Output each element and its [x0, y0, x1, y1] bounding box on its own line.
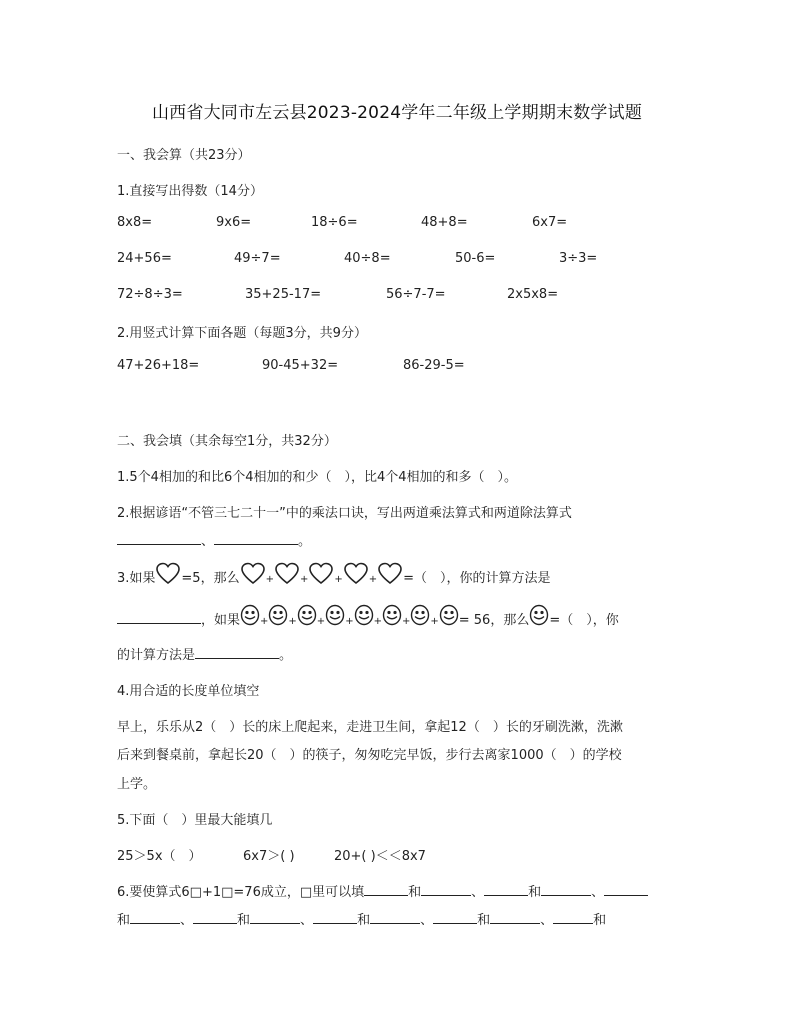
- answer-blank[interactable]: [117, 611, 201, 624]
- section2-heading: 二、我会填（其余每空1分，共32分）: [117, 434, 337, 449]
- smiley-icon: [354, 604, 374, 626]
- heart-icon: [274, 562, 300, 586]
- calc-item: 9x6=: [216, 215, 252, 230]
- answer-blank[interactable]: [117, 532, 201, 545]
- smiley-icon: [410, 604, 430, 626]
- s2-q4-line2: 后来到餐桌前，拿起长20（ ）的筷子，匆匆吃完早饭，步行去离家1000（ ）的学校: [117, 748, 622, 763]
- calc-item: 24+56=: [117, 251, 172, 266]
- s2-q6-line2: 和 、 和 、 和 、 和 、 和: [117, 913, 607, 928]
- answer-blank[interactable]: [250, 911, 300, 924]
- s2-q4-heading: 4.用合适的长度单位填空: [117, 684, 260, 699]
- answer-blank[interactable]: [484, 883, 528, 896]
- calc-item: 50-6=: [455, 251, 496, 266]
- heart-icon: [155, 562, 181, 586]
- heart-icon: [308, 562, 334, 586]
- s2-q6-line1: 6.要使算式6□+1□=76成立，□里可以填 和 、 和 、: [117, 881, 648, 900]
- calc-item: 49÷7=: [234, 251, 281, 266]
- smiley-icon: [240, 604, 260, 626]
- s2-q2-text: 2.根据谚语“不管三七二十一”中的乘法口诀，写出两道乘法算式和两道除法算式: [117, 506, 572, 521]
- smiley-icon: [439, 604, 459, 626]
- answer-blank[interactable]: [364, 883, 408, 896]
- smiley-icon: [382, 604, 402, 626]
- answer-blank[interactable]: [214, 532, 298, 545]
- s2-q4-line3: 上学。: [117, 777, 157, 792]
- answer-blank[interactable]: [313, 911, 357, 924]
- s2-q1: 1.5个4相加的和比6个4相加的和少（ ），比4个4相加的和多（ ）。: [117, 470, 518, 485]
- answer-blank[interactable]: [130, 911, 180, 924]
- compare-item: 6x7＞( ): [243, 849, 295, 864]
- q1-heading: 1.直接写出得数（14分）: [117, 184, 263, 199]
- answer-blank[interactable]: [421, 883, 471, 896]
- vertical-calc-item: 47+26+18=: [117, 358, 200, 373]
- answer-blank[interactable]: [433, 911, 477, 924]
- calc-item: 18÷6=: [311, 215, 358, 230]
- answer-blank[interactable]: [195, 646, 279, 659]
- s2-q3-line3: 的计算方法是 。: [117, 648, 293, 663]
- calc-item: 6x7=: [532, 215, 568, 230]
- calc-item: 8x8=: [117, 215, 153, 230]
- compare-item: 20+( )＜＜8x7: [334, 849, 426, 864]
- q2-heading: 2.用竖式计算下面各题（每题3分，共9分）: [117, 326, 367, 341]
- vertical-calc-item: 86-29-5=: [403, 358, 465, 373]
- smiley-icon: [529, 604, 549, 626]
- heart-icon: [343, 562, 369, 586]
- answer-blank[interactable]: [541, 883, 591, 896]
- s2-q3-line2: ，如果 + + + + + + + = 56，那么 =（ ），你: [117, 604, 619, 632]
- calc-item: 56÷7-7=: [386, 287, 446, 302]
- smiley-icon: [297, 604, 317, 626]
- smiley-icon: [325, 604, 345, 626]
- section1-heading: 一、我会算（共23分）: [117, 148, 251, 163]
- s2-q4-line1: 早上，乐乐从2（ ）长的床上爬起来，走进卫生间，拿起12（ ）长的牙刷洗漱，洗漱: [117, 720, 623, 735]
- smiley-icon: [268, 604, 288, 626]
- answer-blank[interactable]: [490, 911, 540, 924]
- answer-blank[interactable]: [193, 911, 237, 924]
- heart-icon: [240, 562, 266, 586]
- calc-item: 48+8=: [421, 215, 468, 230]
- answer-blank[interactable]: [604, 883, 648, 896]
- calc-item: 35+25-17=: [245, 287, 322, 302]
- page-title: 山西省大同市左云县2023-2024学年二年级上学期期末数学试题: [151, 103, 643, 123]
- s2-q5-heading: 5.下面（ ）里最大能填几: [117, 813, 273, 828]
- compare-item: 25＞5x（ ）: [117, 849, 202, 864]
- answer-blank[interactable]: [370, 911, 420, 924]
- s2-q2-blanks: 、 。: [117, 530, 311, 549]
- vertical-calc-item: 90-45+32=: [262, 358, 339, 373]
- calc-item: 3÷3=: [559, 251, 598, 266]
- calc-item: 2x5x8=: [507, 287, 559, 302]
- s2-q3-line1: 3.如果 =5，那么 + + + + =（ ），你的计算方法是: [117, 562, 551, 592]
- calc-item: 40÷8=: [344, 251, 391, 266]
- heart-icon: [377, 562, 403, 586]
- calc-item: 72÷8÷3=: [117, 287, 183, 302]
- answer-blank[interactable]: [553, 911, 593, 924]
